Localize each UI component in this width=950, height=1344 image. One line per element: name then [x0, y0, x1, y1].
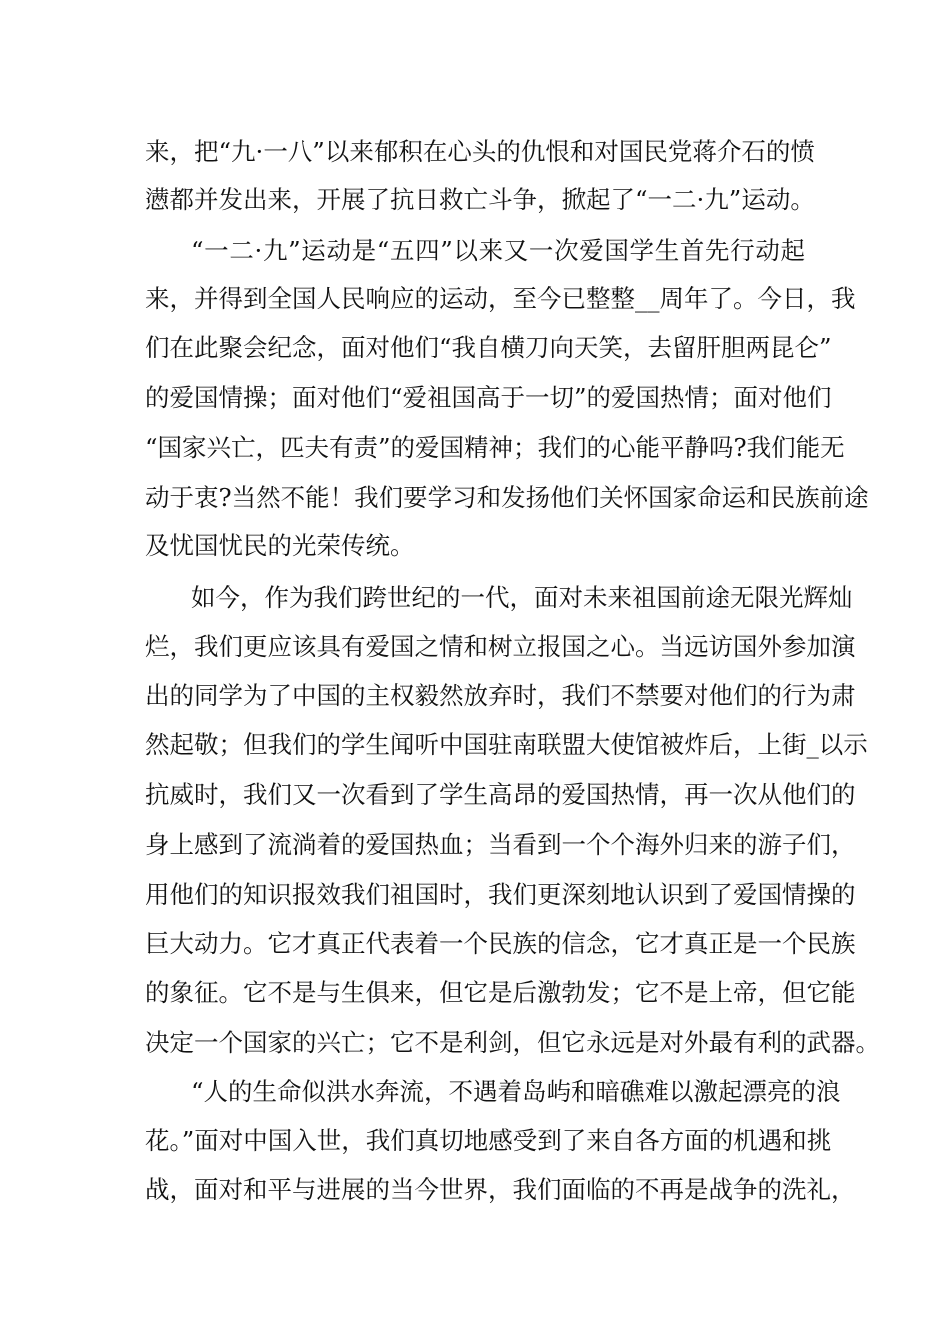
- text-line: 出的同学为了中国的主权毅然放弃时，我们不禁要对他们的行为肃: [145, 681, 856, 710]
- paragraph-start-line: 如今，作为我们跨世纪的一代，面对未来祖国前途无限光辉灿: [191, 583, 853, 612]
- text-line: 决定一个国家的兴亡；它不是利剑，但它永远是对外最有利的武器。: [145, 1028, 880, 1057]
- text-line: 的爱国情操；面对他们“爱祖国高于一切”的爱国热情；面对他们: [145, 383, 832, 412]
- text-line: 动于衷?当然不能！我们要学习和发扬他们关怀国家命运和民族前途: [145, 483, 869, 512]
- text-line: 抗威时，我们又一次看到了学生高昂的爱国热情，再一次从他们的: [145, 780, 856, 809]
- text-line: 懑都并发出来，开展了抗日救亡斗争，掀起了“一二·九”运动。: [145, 185, 815, 214]
- text-line: 的象征。它不是与生俱来，但它是后激勃发；它不是上帝，但它能: [145, 978, 856, 1007]
- text-line: 来，并得到全国人民响应的运动，至今已整整__周年了。今日，我: [145, 284, 856, 313]
- text-line: 烂，我们更应该具有爱国之情和树立报国之心。当远访国外参加演: [145, 632, 856, 661]
- text-line: 花。”面对中国入世，我们真切地感受到了来自各方面的机遇和挑: [145, 1126, 832, 1155]
- text-line: 然起敬；但我们的学生闻听中国驻南联盟大使馆被炸后，上街_以示: [145, 730, 868, 759]
- text-line: 身上感到了流淌着的爱国热血；当看到一个个海外归来的游子们，: [145, 830, 856, 859]
- text-line: 用他们的知识报效我们祖国时，我们更深刻地认识到了爱国情操的: [145, 880, 856, 909]
- paragraph-start-line: “人的生命似洪水奔流，不遇着岛屿和暗礁难以激起漂亮的浪: [191, 1077, 841, 1106]
- text-line: 巨大动力。它才真正代表着一个民族的信念，它才真正是一个民族: [145, 929, 856, 958]
- text-line: “国家兴亡，匹夫有责”的爱国精神；我们的心能平静吗?我们能无: [145, 433, 845, 462]
- paragraph-start-line: “一二·九”运动是“五四”以来又一次爱国学生首先行动起: [191, 236, 805, 265]
- text-line: 战，面对和平与进展的当今世界，我们面临的不再是战争的洗礼，: [145, 1175, 856, 1204]
- text-line: 们在此聚会纪念，面对他们“我自横刀向天笑，去留肝胆两昆仑”: [145, 333, 832, 362]
- text-line: 及忧国忧民的光荣传统。: [145, 531, 415, 560]
- text-line: 来，把“九·一八”以来郁积在心头的仇恨和对国民党蒋介石的愤: [145, 137, 815, 166]
